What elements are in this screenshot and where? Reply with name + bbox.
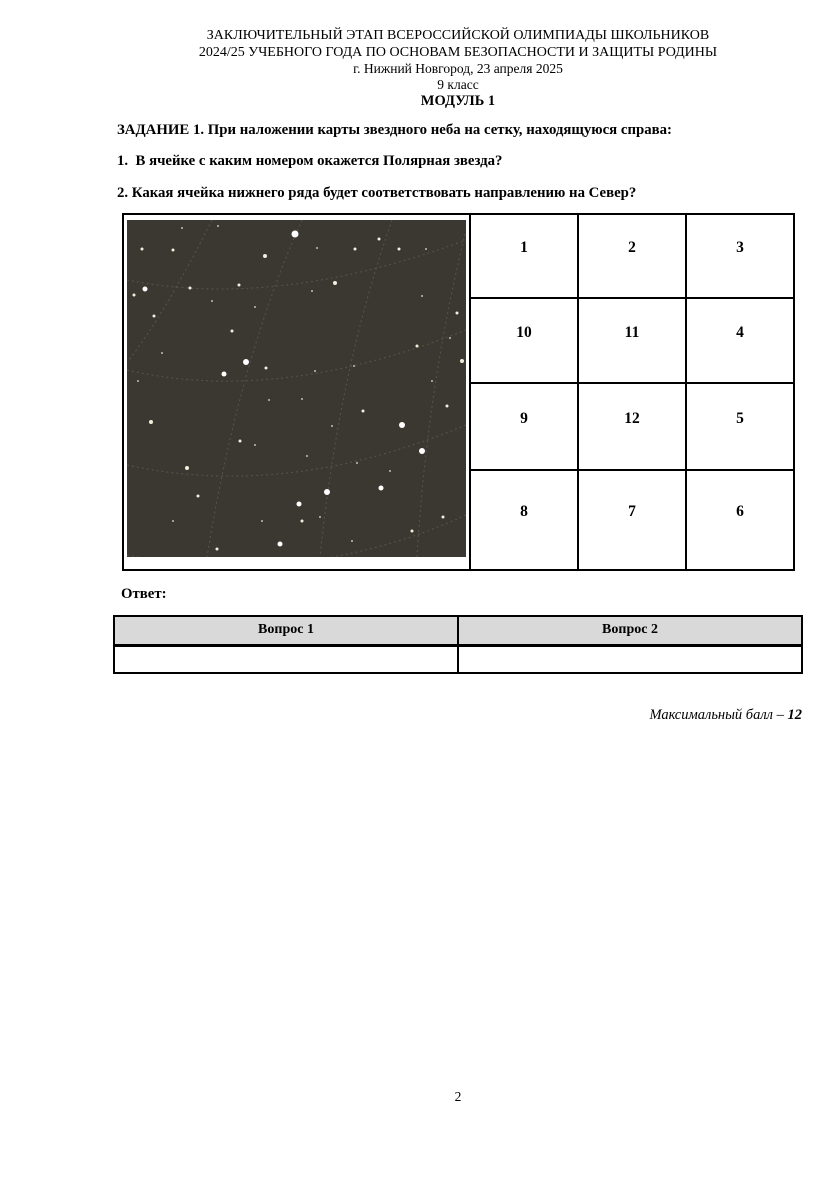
answer-cell-question-1[interactable] (114, 645, 458, 673)
grid-cell-6: 6 (686, 470, 794, 570)
grid-cell-5: 5 (686, 383, 794, 470)
answer-header-question-2: Вопрос 2 (458, 616, 802, 645)
max-score-label: Максимальный балл – (649, 707, 788, 723)
grid-cell-2: 2 (578, 214, 686, 298)
module-title: МОДУЛЬ 1 (420, 93, 496, 109)
max-score-line (113, 707, 803, 724)
answer-header-question-1: Вопрос 1 (114, 616, 458, 645)
grid-cell-3: 3 (686, 214, 794, 298)
grid-cell-7: 7 (578, 470, 686, 570)
star-map-image (127, 220, 466, 557)
star-map-cell (123, 214, 470, 570)
grid-cell-1: 1 (470, 214, 578, 298)
grid-cell-9: 9 (470, 383, 578, 470)
max-score-value: 12 (787, 707, 802, 723)
header-line-2: 2024/25 УЧЕБНОГО ГОДА ПО ОСНОВАМ БЕЗОПАСНОСТИ И ЗАЩИТЫ РОДИНЫ (198, 45, 718, 60)
task-question-2: 2. Какая ячейка нижнего ряда будет соответствовать направлению на Север? (117, 185, 637, 201)
grid-cell-4: 4 (686, 298, 794, 383)
task-intro: ЗАДАНИЕ 1. При наложении карты звездного неба на сетку, находящуюся справа: (117, 122, 672, 138)
grid-cell-12: 12 (578, 383, 686, 470)
answer-label: Ответ: (121, 586, 167, 602)
grid-cell-8: 8 (470, 470, 578, 570)
header-line-1: ЗАКЛЮЧИТЕЛЬНЫЙ ЭТАП ВСЕРОССИЙСКОЙ ОЛИМПИАДЫ ШКОЛЬНИКОВ (206, 28, 710, 43)
header-line-4: 9 класс (437, 77, 479, 92)
task-question-1: 1. В ячейке с каким номером окажется Полярная звезда? (117, 153, 503, 169)
star-grid-table (122, 213, 795, 571)
document-header (113, 27, 803, 110)
grid-cell-10: 10 (470, 298, 578, 383)
answer-table (113, 615, 803, 674)
grid-cell-11: 11 (578, 298, 686, 383)
header-line-3: г. Нижний Новгород, 23 апреля 2025 (353, 61, 563, 76)
page-number: 2 (454, 1089, 462, 1104)
answer-cell-question-2[interactable] (458, 645, 802, 673)
